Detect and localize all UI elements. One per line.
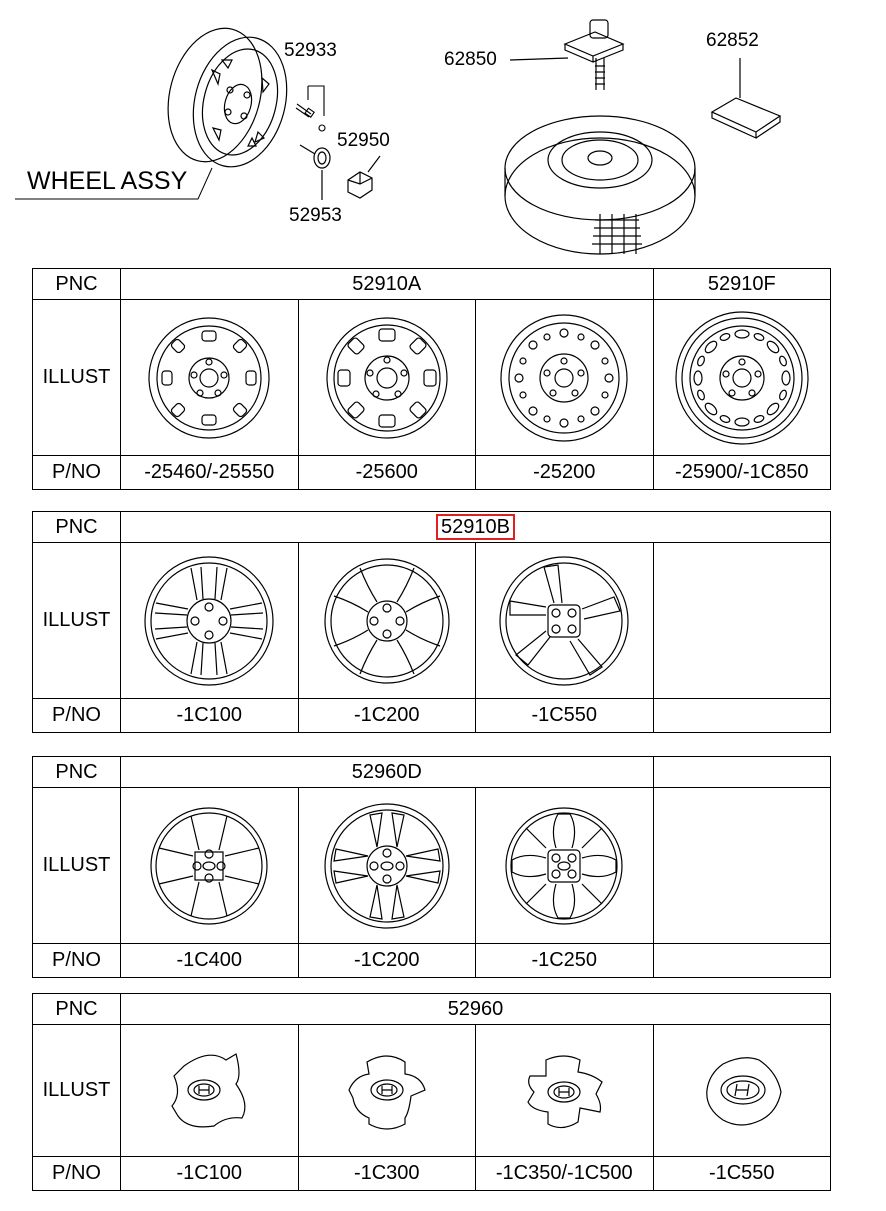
part-number: -1C550 [476, 699, 654, 733]
part-number: -25460/-25550 [121, 456, 299, 490]
parts-table-52960d [32, 756, 831, 978]
pno-label: P/NO [33, 456, 121, 490]
illust-cell [476, 788, 654, 944]
pnc-label: PNC [33, 269, 121, 300]
part-number: -1C250 [476, 944, 654, 978]
pnc-value-empty [653, 757, 831, 788]
pnc-label: PNC [33, 512, 121, 543]
pnc-value: 52960 [121, 994, 831, 1025]
part-number: -1C200 [298, 699, 476, 733]
illust-cell [298, 1025, 476, 1157]
illust-cell-empty [653, 788, 831, 944]
part-number [653, 944, 831, 978]
part-number: -1C200 [298, 944, 476, 978]
spare-tire-drawing [505, 116, 695, 254]
callout-52950: 52950 [337, 130, 390, 151]
washer-drawing [300, 145, 330, 200]
callout-52933: 52933 [284, 40, 337, 61]
alloy-wheel-icon [496, 553, 632, 689]
lug-nut-drawing [348, 156, 380, 198]
part-number: -25200 [476, 456, 654, 490]
illust-cell [476, 1025, 654, 1157]
hub-cap-icon [339, 1046, 435, 1136]
hub-cap-icon [697, 1046, 787, 1136]
pnc-label: PNC [33, 757, 121, 788]
part-number: -1C400 [121, 944, 299, 978]
parts-table-52960 [32, 993, 831, 1191]
illust-cell [298, 788, 476, 944]
steel-wheel-icon [672, 308, 812, 448]
illust-label: ILLUST [33, 1025, 121, 1157]
part-number [653, 699, 831, 733]
steel-wheel-icon [144, 313, 274, 443]
pnc-cell [121, 512, 831, 543]
pno-label: P/NO [33, 944, 121, 978]
illust-cell [121, 1025, 299, 1157]
illust-cell [476, 543, 654, 699]
hub-cap-icon [516, 1046, 612, 1136]
pnc-value: 52910A [121, 269, 654, 300]
wheel-assy-drawing [154, 18, 301, 178]
pno-label: P/NO [33, 1157, 121, 1191]
illust-cell [653, 300, 831, 456]
illust-label: ILLUST [33, 788, 121, 944]
valve-drawing [296, 86, 325, 131]
pnc-label: PNC [33, 994, 121, 1025]
pad-drawing [712, 58, 780, 138]
bracket-drawing [510, 20, 623, 90]
part-number: -1C300 [298, 1157, 476, 1191]
hub-cap-icon [164, 1046, 254, 1136]
illust-cell [298, 300, 476, 456]
part-number: -1C350/-1C500 [476, 1157, 654, 1191]
callout-62850: 62850 [444, 49, 497, 70]
callout-52953: 52953 [289, 205, 342, 226]
part-number: -25900/-1C850 [653, 456, 831, 490]
illust-cell-empty [653, 543, 831, 699]
illust-cell [121, 300, 299, 456]
pnc-value: 52960D [121, 757, 654, 788]
wheel-cover-icon [147, 804, 271, 928]
parts-table-52910b [32, 511, 831, 733]
illust-label: ILLUST [33, 300, 121, 456]
illust-cell [653, 1025, 831, 1157]
illust-cell [121, 543, 299, 699]
part-number: -1C100 [121, 699, 299, 733]
part-number: -1C100 [121, 1157, 299, 1191]
pnc-value-highlighted: 52910B [436, 514, 515, 540]
wheel-cover-icon [322, 801, 452, 931]
wheel-cover-icon [502, 804, 626, 928]
steel-wheel-icon [322, 313, 452, 443]
pno-label: P/NO [33, 699, 121, 733]
parts-table-52910a [32, 268, 831, 490]
illust-cell [476, 300, 654, 456]
steel-wheel-icon [497, 311, 631, 445]
callout-62852: 62852 [706, 30, 759, 51]
alloy-wheel-icon [141, 553, 277, 689]
part-number: -25600 [298, 456, 476, 490]
wheel-assy-label: WHEEL ASSY [27, 167, 188, 195]
pnc-value: 52910F [653, 269, 831, 300]
part-number: -1C550 [653, 1157, 831, 1191]
illust-label: ILLUST [33, 543, 121, 699]
illust-cell [298, 543, 476, 699]
illust-cell [121, 788, 299, 944]
alloy-wheel-icon [322, 556, 452, 686]
